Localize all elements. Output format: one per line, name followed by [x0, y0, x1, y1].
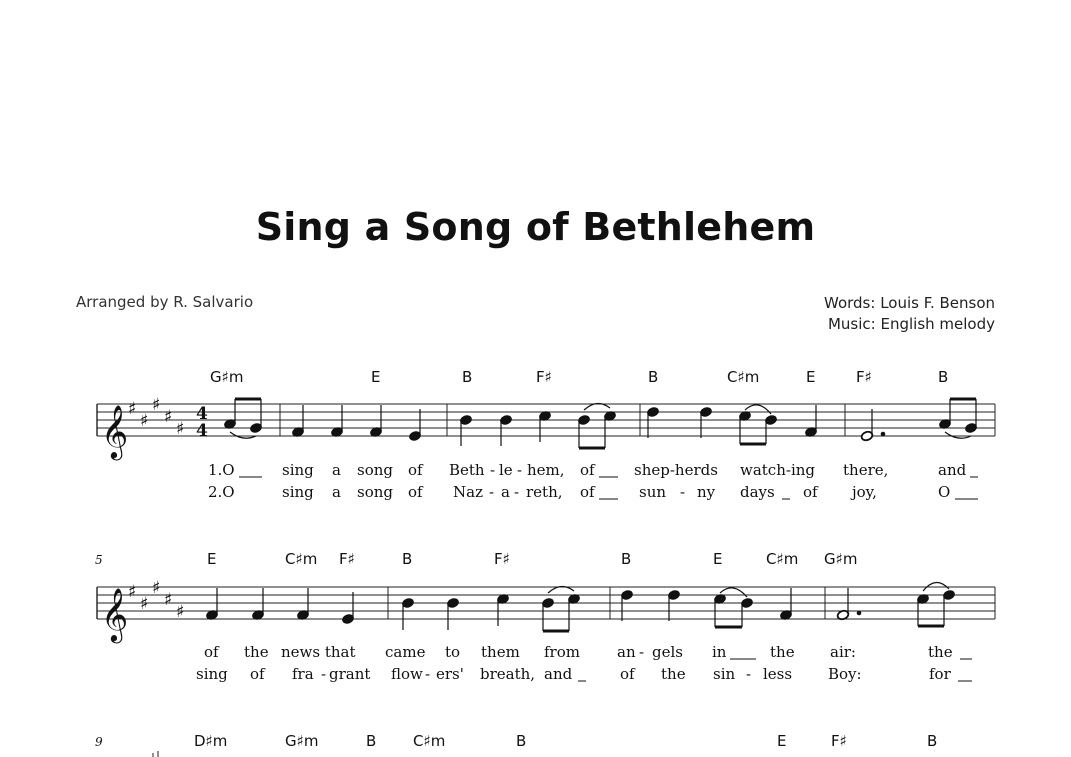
chord-symbol: F♯	[831, 732, 847, 750]
lyric-syllable: the	[661, 665, 686, 683]
lyric-syllable: of	[250, 665, 265, 683]
time-signature-bottom: 4	[196, 421, 208, 441]
lyric-syllable: gels	[652, 643, 683, 661]
chord-symbol: B	[927, 732, 938, 750]
chord-symbol: B	[648, 368, 659, 386]
lyric-syllable: of	[803, 483, 818, 501]
chord-symbol: F♯	[494, 550, 510, 568]
lyric-syllable: and	[938, 461, 967, 479]
music-credit: Music: English melody	[827, 315, 995, 333]
lyric-syllable: shep-herds	[634, 461, 718, 479]
lyric-syllable: a	[501, 483, 510, 501]
song-title: Sing a Song of Bethlehem	[255, 205, 816, 249]
svg-text:♯: ♯	[128, 399, 137, 419]
lyric-syllable: them	[481, 643, 520, 661]
lyrics-verse-1	[204, 643, 972, 661]
lyrics-verse-2	[208, 483, 978, 501]
words-credit: Words: Louis F. Benson	[824, 294, 995, 312]
lyric-syllable: news that	[281, 643, 356, 661]
chord-symbol: B	[402, 550, 413, 568]
lyric-hyphen: -	[746, 665, 752, 683]
svg-text:♯: ♯	[176, 419, 185, 439]
svg-text:♯: ♯	[152, 578, 161, 598]
lyric-syllable: from	[544, 643, 580, 661]
measure-number: 9	[95, 735, 103, 749]
chord-symbol: G♯m	[285, 732, 319, 750]
lyric-syllable: 1.O	[208, 461, 235, 479]
lyric-syllable: of	[580, 461, 595, 479]
chord-symbol: C♯m	[413, 732, 446, 750]
chord-symbol: E	[207, 550, 217, 568]
lyric-syllable: of	[580, 483, 595, 501]
system-1	[97, 368, 995, 501]
chord-symbols	[210, 368, 948, 386]
chord-symbol: F♯	[856, 368, 872, 386]
lyric-syllable: sing	[282, 483, 314, 501]
lyric-hyphen: -	[517, 461, 523, 479]
lyric-syllable: of	[204, 643, 219, 661]
lyric-syllable: Beth	[449, 461, 485, 479]
chord-symbol: B	[516, 732, 527, 750]
lyric-syllable: song	[357, 461, 393, 479]
key-signature	[128, 578, 184, 622]
svg-text:♯: ♯	[140, 594, 149, 614]
lyric-syllable: hem,	[527, 461, 565, 479]
lyric-syllable: a	[332, 461, 341, 479]
chord-symbol: E	[777, 732, 787, 750]
svg-text:♯: ♯	[176, 602, 185, 622]
lyric-syllable: Naz	[453, 483, 483, 501]
lyric-syllable: of	[620, 665, 635, 683]
time-signature-top: 4	[196, 404, 208, 424]
lyric-syllable: reth,	[526, 483, 563, 501]
chord-symbol: E	[371, 368, 381, 386]
lyric-syllable: joy,	[852, 483, 877, 501]
chord-symbol: B	[621, 550, 632, 568]
lyric-hyphen: -	[490, 461, 496, 479]
lyrics-verse-1	[208, 461, 978, 479]
lyric-syllable: the	[928, 643, 953, 661]
chord-symbol: G♯m	[824, 550, 858, 568]
lyric-hyphen: -	[489, 483, 495, 501]
chord-symbol: E	[806, 368, 816, 386]
chord-symbol: B	[938, 368, 949, 386]
lyric-syllable: le	[499, 461, 513, 479]
chord-symbols	[207, 550, 858, 568]
notes	[205, 582, 955, 631]
lyric-syllable: days	[740, 483, 775, 501]
lyric-syllable: for	[929, 665, 951, 683]
chord-symbol: G♯m	[210, 368, 244, 386]
svg-text:♯: ♯	[164, 590, 173, 610]
chord-symbols	[194, 732, 937, 750]
measure-number: 5	[95, 553, 103, 567]
chord-symbol: F♯	[536, 368, 552, 386]
lyric-hyphen: -	[680, 483, 686, 501]
chord-symbol: C♯m	[727, 368, 760, 386]
lyric-syllable: a	[332, 483, 341, 501]
lyric-syllable: ers'	[436, 665, 464, 683]
lyric-syllable: sing	[282, 461, 314, 479]
lyric-hyphen: -	[514, 483, 520, 501]
lyric-syllable: an	[617, 643, 636, 661]
chord-symbol: D♯m	[194, 732, 228, 750]
key-signature	[128, 395, 184, 439]
system-2	[95, 550, 995, 683]
chord-symbol: E	[713, 550, 723, 568]
lyric-syllable: watch-ing	[740, 461, 815, 479]
lyric-syllable: the	[244, 643, 269, 661]
lyric-syllable: and	[544, 665, 573, 683]
lyric-syllable: there,	[843, 461, 889, 479]
lyric-hyphen: -	[639, 643, 645, 661]
lyric-hyphen: -	[425, 665, 431, 683]
chord-symbol: C♯m	[766, 550, 799, 568]
lyric-syllable: less	[763, 665, 793, 683]
svg-text:♯: ♯	[152, 395, 161, 415]
lyric-syllable: the	[770, 643, 795, 661]
arranger-credit: Arranged by R. Salvario	[76, 293, 254, 311]
lyric-syllable: sun	[639, 483, 667, 501]
treble-clef: 𝄞	[101, 587, 129, 641]
system-3	[95, 732, 937, 757]
lyric-syllable: of	[408, 483, 423, 501]
svg-text:♯: ♯	[164, 407, 173, 427]
notes	[223, 399, 977, 448]
lyric-syllable: sing	[196, 665, 228, 683]
lyric-syllable: 2.O	[208, 483, 235, 501]
chord-symbol: C♯m	[285, 550, 318, 568]
chord-symbol: F♯	[339, 550, 355, 568]
lyric-syllable: of	[408, 461, 423, 479]
lyric-syllable: sin	[713, 665, 736, 683]
lyric-syllable: came	[385, 643, 426, 661]
lyric-syllable: in	[712, 643, 727, 661]
lyric-hyphen: -	[321, 665, 327, 683]
lyric-syllable: song	[357, 483, 393, 501]
lyric-syllable: fra	[292, 665, 314, 683]
lyric-syllable: ny	[697, 483, 716, 501]
lyrics-verse-2	[196, 665, 972, 683]
chord-symbol: B	[366, 732, 377, 750]
lyric-syllable: air:	[830, 643, 856, 661]
lyric-syllable: O	[938, 483, 951, 501]
treble-clef: 𝄞	[101, 404, 129, 458]
lyric-syllable: flow	[391, 665, 423, 683]
chord-symbol: B	[462, 368, 473, 386]
lyric-syllable: breath,	[480, 665, 536, 683]
lyric-syllable: to	[445, 643, 461, 661]
lyric-syllable: grant	[329, 665, 371, 683]
svg-text:♯: ♯	[140, 411, 149, 431]
svg-text:♯: ♯	[128, 582, 137, 602]
lyric-syllable: Boy:	[828, 665, 862, 683]
